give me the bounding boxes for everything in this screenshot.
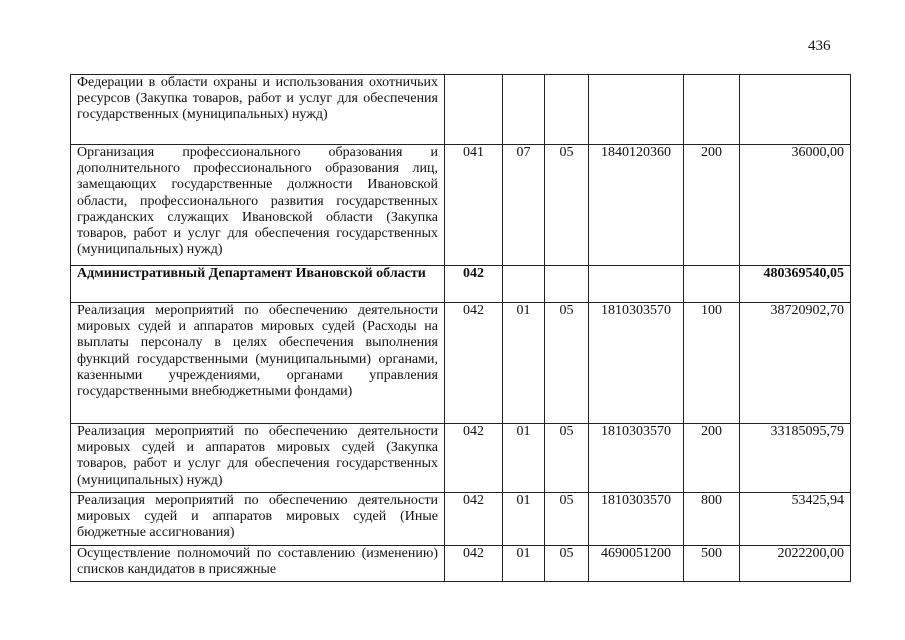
- cell-ministry-code: [445, 75, 503, 145]
- cell-ministry-code: 042: [445, 266, 503, 303]
- cell-expense-type: 200: [684, 424, 740, 493]
- cell-expense-type: [684, 266, 740, 303]
- cell-subsection-code: [545, 75, 589, 145]
- cell-expense-type: 800: [684, 493, 740, 546]
- table-row: [71, 424, 851, 493]
- page-number: 436: [808, 38, 831, 54]
- cell-amount: 53425,94: [740, 493, 851, 546]
- table-row: [71, 546, 851, 582]
- cell-description: Реализация мероприятий по обеспечению деятельности мировых судей и аппаратов мировых судей (Закупка товаров, работ и услуг для обеспечения государственных (муниципальных) нужд): [71, 424, 445, 493]
- cell-subsection-code: 05: [545, 546, 589, 582]
- cell-target-article: [589, 266, 684, 303]
- cell-expense-type: [684, 75, 740, 145]
- cell-subsection-code: 05: [545, 493, 589, 546]
- cell-ministry-code: 042: [445, 493, 503, 546]
- table-row: [71, 75, 851, 145]
- cell-description: Организация профессионального образования и дополнительного профессионального образования лиц, замещающих государственные должности Ивановской области, профессионального развития государственных гражданских служащих Ивановской области (Закупка товаров, работ и услуг для обеспечения государственных (муниципальных) нужд): [71, 145, 445, 266]
- cell-description: Административный Департамент Ивановской области: [71, 266, 445, 303]
- cell-amount: 36000,00: [740, 145, 851, 266]
- table-body: [71, 75, 851, 582]
- cell-target-article: 1810303570: [589, 303, 684, 424]
- cell-amount: 2022200,00: [740, 546, 851, 582]
- cell-section-code: [503, 75, 545, 145]
- cell-amount: [740, 75, 851, 145]
- cell-amount: 38720902,70: [740, 303, 851, 424]
- cell-section-code: [503, 266, 545, 303]
- cell-description: Реализация мероприятий по обеспечению деятельности мировых судей и аппаратов мировых судей (Иные бюджетные ассигнования): [71, 493, 445, 546]
- cell-amount: 480369540,05: [740, 266, 851, 303]
- cell-expense-type: 200: [684, 145, 740, 266]
- cell-section-code: 07: [503, 145, 545, 266]
- cell-target-article: 1810303570: [589, 424, 684, 493]
- cell-ministry-code: 041: [445, 145, 503, 266]
- table-row: [71, 266, 851, 303]
- cell-ministry-code: 042: [445, 303, 503, 424]
- cell-section-code: 01: [503, 424, 545, 493]
- cell-section-code: 01: [503, 303, 545, 424]
- cell-target-article: [589, 75, 684, 145]
- cell-expense-type: 100: [684, 303, 740, 424]
- cell-amount: 33185095,79: [740, 424, 851, 493]
- cell-target-article: 1810303570: [589, 493, 684, 546]
- budget-table: [70, 74, 851, 582]
- cell-subsection-code: [545, 266, 589, 303]
- cell-description: Осуществление полномочий по составлению (изменению) списков кандидатов в присяжные: [71, 546, 445, 582]
- cell-target-article: 4690051200: [589, 546, 684, 582]
- cell-ministry-code: 042: [445, 424, 503, 493]
- cell-expense-type: 500: [684, 546, 740, 582]
- table-row: [71, 145, 851, 266]
- cell-ministry-code: 042: [445, 546, 503, 582]
- cell-target-article: 1840120360: [589, 145, 684, 266]
- cell-subsection-code: 05: [545, 424, 589, 493]
- cell-subsection-code: 05: [545, 303, 589, 424]
- cell-section-code: 01: [503, 546, 545, 582]
- cell-description: Реализация мероприятий по обеспечению деятельности мировых судей и аппаратов мировых судей (Расходы на выплаты персоналу в целях обеспечения выполнения функций государственными (муниципальными) органами, казенными учреждениями, органами управления государственными внебюджетными фондами): [71, 303, 445, 424]
- cell-subsection-code: 05: [545, 145, 589, 266]
- cell-description: Федерации в области охраны и использования охотничьих ресурсов (Закупка товаров, работ и услуг для обеспечения государственных (муниципальных) нужд): [71, 75, 445, 145]
- cell-section-code: 01: [503, 493, 545, 546]
- table-row: [71, 303, 851, 424]
- table-row: [71, 493, 851, 546]
